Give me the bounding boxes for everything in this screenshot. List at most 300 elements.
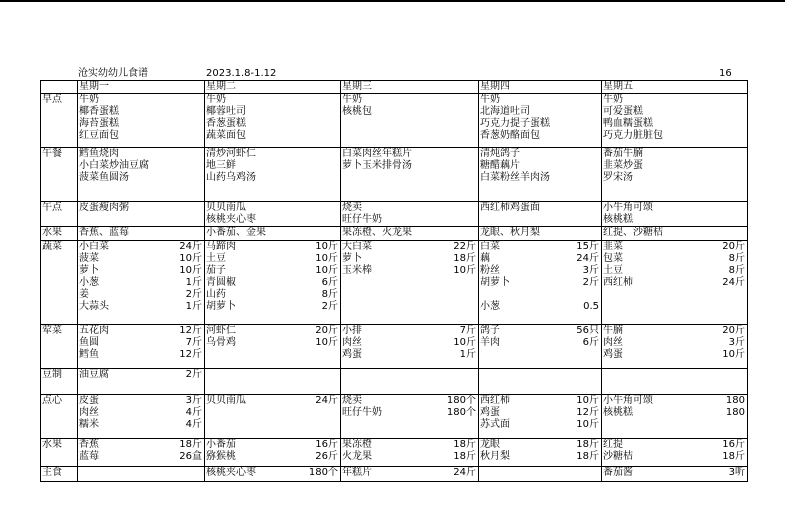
menu-item <box>342 214 478 226</box>
menu-item <box>206 214 340 226</box>
item-name: 核桃包 <box>342 106 372 117</box>
item-quantity <box>202 130 204 142</box>
item-quantity <box>745 94 747 106</box>
item-name: 牛奶 <box>206 94 226 105</box>
menu-item <box>603 214 747 226</box>
menu-item <box>206 451 340 463</box>
item-name: 包菜 <box>603 253 623 264</box>
menu-item <box>342 439 478 451</box>
menu-cell <box>479 369 602 395</box>
menu-item <box>603 148 747 160</box>
item-quantity: 2斤 <box>185 289 202 300</box>
menu-item <box>480 395 601 407</box>
table-row <box>41 241 748 325</box>
item-name: 西红柿 <box>480 395 510 406</box>
menu-cell <box>479 325 602 369</box>
menu-item <box>603 407 747 419</box>
item-quantity: 18斤 <box>576 439 599 450</box>
menu-item <box>206 289 340 301</box>
row-label: 午餐 <box>41 148 78 202</box>
item-quantity: 24斤 <box>315 395 338 406</box>
menu-item <box>480 253 601 265</box>
item-name: 萝卜 <box>79 265 99 276</box>
day-header-row <box>41 81 748 94</box>
item-name: 红豆面包 <box>79 130 119 141</box>
item-name: 小牛角可颂 <box>603 395 653 406</box>
menu-item <box>206 325 340 337</box>
item-quantity <box>202 106 204 118</box>
menu-cell <box>205 94 341 148</box>
item-quantity: 12斤 <box>179 325 202 336</box>
item-name: 胡萝卜 <box>480 277 510 288</box>
item-quantity: 10斤 <box>315 337 338 348</box>
menu-item <box>342 467 478 479</box>
weekly-menu-table <box>40 80 748 482</box>
menu-item <box>342 148 478 160</box>
menu-item <box>79 106 204 118</box>
item-name: 小番茄、金果 <box>206 227 266 238</box>
menu-item <box>342 451 478 463</box>
item-quantity: 7斤 <box>185 337 202 348</box>
item-name: 苏式面 <box>480 419 510 430</box>
item-name: 核桃夹心枣 <box>206 467 256 478</box>
menu-item <box>603 94 747 106</box>
item-quantity <box>599 227 601 239</box>
item-name: 果冻橙、火龙果 <box>342 227 412 238</box>
item-name: 烧卖 <box>342 395 362 406</box>
item-name: 龙眼、秋月梨 <box>480 227 540 238</box>
menu-item <box>79 202 204 214</box>
item-quantity <box>745 172 747 184</box>
item-name: 油豆腐 <box>79 369 109 380</box>
top-border-line <box>0 0 785 2</box>
menu-item <box>480 301 601 313</box>
item-name: 牛奶 <box>79 94 99 105</box>
item-quantity: 26斤 <box>315 451 338 462</box>
item-quantity: 180 <box>725 395 745 406</box>
menu-item <box>206 265 340 277</box>
page-number: 16 <box>719 68 732 79</box>
item-quantity <box>202 172 204 184</box>
menu-item <box>342 253 478 265</box>
item-quantity <box>745 214 747 226</box>
menu-cell <box>602 325 748 369</box>
row-label: 主食 <box>41 467 78 482</box>
menu-cell <box>479 202 602 227</box>
menu-cell <box>479 467 602 482</box>
item-name: 白菜粉丝羊肉汤 <box>480 172 550 183</box>
item-name: 香葱蛋糕 <box>206 118 246 129</box>
table-row <box>41 94 748 148</box>
menu-cell <box>205 395 341 439</box>
item-quantity <box>599 94 601 106</box>
item-name: 鱼圆 <box>79 337 99 348</box>
menu-cell <box>479 94 602 148</box>
menu-item <box>603 265 747 277</box>
menu-item <box>79 369 204 381</box>
item-name: 核桃糕 <box>603 214 633 225</box>
item-quantity <box>599 148 601 160</box>
menu-item <box>79 301 204 313</box>
item-quantity: 10斤 <box>315 241 338 252</box>
item-quantity: 10斤 <box>179 253 202 264</box>
item-name: 贝贝南瓜 <box>206 395 246 406</box>
item-quantity <box>338 160 340 172</box>
item-quantity <box>476 160 478 172</box>
table-row <box>41 439 748 467</box>
menu-item <box>206 94 340 106</box>
item-name: 肉丝 <box>603 337 623 348</box>
item-name: 秋月梨 <box>480 451 510 462</box>
item-quantity: 16斤 <box>722 439 745 450</box>
menu-item <box>603 106 747 118</box>
item-name: 蔬菜面包 <box>206 130 246 141</box>
item-quantity: 6斤 <box>582 337 599 348</box>
menu-cell <box>602 94 748 148</box>
item-quantity <box>745 227 747 239</box>
menu-cell <box>602 202 748 227</box>
menu-item <box>603 130 747 142</box>
item-quantity: 180个 <box>446 395 476 406</box>
item-name: 旺仔牛奶 <box>342 407 382 418</box>
menu-cell <box>78 439 205 467</box>
menu-cell <box>602 227 748 241</box>
row-label: 点心 <box>41 395 78 439</box>
menu-item <box>206 172 340 184</box>
menu-cell <box>78 369 205 395</box>
item-quantity: 24斤 <box>722 277 745 288</box>
item-quantity: 8斤 <box>321 289 338 300</box>
row-label: 蔬菜 <box>41 241 78 325</box>
menu-cell <box>479 148 602 202</box>
item-name: 糯米 <box>79 419 99 430</box>
item-name: 藕 <box>480 253 490 264</box>
item-name: 清炒河虾仁 <box>206 148 256 159</box>
item-quantity: 18斤 <box>576 451 599 462</box>
item-name: 姜 <box>79 289 89 300</box>
item-name: 核桃夹心枣 <box>206 214 256 225</box>
item-name: 玉米棒 <box>342 265 372 276</box>
item-quantity: 56只 <box>576 325 599 336</box>
menu-item <box>603 439 747 451</box>
item-quantity <box>745 106 747 118</box>
menu-item <box>480 172 601 184</box>
item-name: 烧卖 <box>342 202 362 213</box>
menu-item <box>206 467 340 479</box>
item-quantity <box>202 118 204 130</box>
item-name: 鸡蛋 <box>480 407 500 418</box>
item-quantity: 26盒 <box>179 451 202 462</box>
item-name: 巧克力脏脏包 <box>603 130 663 141</box>
table-row <box>41 325 748 369</box>
menu-item <box>603 467 747 479</box>
menu-item <box>480 289 601 301</box>
menu-item <box>206 160 340 172</box>
menu-item <box>342 241 478 253</box>
menu-item <box>342 202 478 214</box>
menu-item <box>342 106 478 118</box>
item-name: 白菜 <box>480 241 500 252</box>
menu-cell <box>341 241 479 325</box>
item-quantity <box>745 202 747 214</box>
item-name: 贝贝南瓜 <box>206 202 246 213</box>
item-name: 罗宋汤 <box>603 172 633 183</box>
item-name: 小白菜炒油豆腐 <box>79 160 149 171</box>
item-name: 韭菜 <box>603 241 623 252</box>
item-quantity: 24斤 <box>576 253 599 264</box>
item-quantity: 3斤 <box>582 265 599 276</box>
menu-item <box>480 407 601 419</box>
item-quantity <box>338 202 340 214</box>
item-name: 龙眼 <box>480 439 500 450</box>
menu-cell <box>205 227 341 241</box>
item-name: 猕猴桃 <box>206 451 236 462</box>
menu-item <box>480 94 601 106</box>
menu-item <box>206 253 340 265</box>
menu-item <box>480 227 601 239</box>
day-header: 星期三 <box>341 81 479 94</box>
item-name <box>480 289 599 301</box>
table-row <box>41 369 748 395</box>
item-name: 皮蛋瘦肉粥 <box>79 202 129 213</box>
menu-item <box>603 202 747 214</box>
item-quantity: 4斤 <box>185 407 202 418</box>
item-name: 小排 <box>342 325 362 336</box>
menu-item <box>79 130 204 142</box>
item-name: 菠菜 <box>79 253 99 264</box>
menu-cell <box>205 148 341 202</box>
item-name: 地三鲜 <box>206 160 236 171</box>
item-quantity <box>202 227 204 239</box>
item-name: 马蹄肉 <box>206 241 236 252</box>
row-label: 水果 <box>41 227 78 241</box>
item-name: 山药乌鸡汤 <box>206 172 256 183</box>
menu-item <box>206 301 340 313</box>
item-name: 椰蓉吐司 <box>206 106 246 117</box>
menu-item <box>206 106 340 118</box>
menu-cell <box>341 148 479 202</box>
item-name: 肉丝 <box>342 337 362 348</box>
menu-cell <box>341 227 479 241</box>
menu-item <box>480 118 601 130</box>
item-quantity: 18斤 <box>453 439 476 450</box>
menu-item <box>603 451 747 463</box>
menu-item <box>603 277 747 289</box>
menu-item <box>480 202 601 214</box>
menu-cell <box>341 467 479 482</box>
item-name: 青圆椒 <box>206 277 236 288</box>
item-quantity <box>338 118 340 130</box>
menu-item <box>79 148 204 160</box>
item-quantity: 24斤 <box>453 467 476 478</box>
item-quantity: 20斤 <box>722 241 745 252</box>
table-row <box>41 395 748 439</box>
item-name: 清炖鸽子 <box>480 148 520 159</box>
menu-item <box>603 227 747 239</box>
item-name: 粉丝 <box>480 265 500 276</box>
item-name: 糖醋藕片 <box>480 160 520 171</box>
item-quantity: 0.5 <box>583 301 599 312</box>
item-quantity <box>745 118 747 130</box>
menu-item <box>603 253 747 265</box>
item-name: 巧克力提子蛋糕 <box>480 118 550 129</box>
menu-cell <box>78 227 205 241</box>
item-quantity: 10斤 <box>179 265 202 276</box>
menu-item <box>480 337 601 349</box>
item-name: 牛奶 <box>342 94 362 105</box>
item-quantity: 20斤 <box>315 325 338 336</box>
item-name: 椰香蛋糕 <box>79 106 119 117</box>
item-quantity <box>338 227 340 239</box>
item-name: 菠菜鱼圆汤 <box>79 172 129 183</box>
item-quantity <box>599 160 601 172</box>
item-name: 旺仔牛奶 <box>342 214 382 225</box>
item-quantity: 1斤 <box>185 277 202 288</box>
menu-item <box>342 94 478 106</box>
menu-item <box>206 241 340 253</box>
menu-item <box>206 148 340 160</box>
menu-item <box>480 130 601 142</box>
item-name: 肉丝 <box>79 407 99 418</box>
item-name: 土豆 <box>206 253 226 264</box>
menu-item <box>480 106 601 118</box>
item-quantity <box>599 118 601 130</box>
item-name: 河虾仁 <box>206 325 236 336</box>
menu-item <box>603 118 747 130</box>
menu-cell <box>205 467 341 482</box>
item-name: 年糕片 <box>342 467 372 478</box>
item-quantity <box>338 94 340 106</box>
menu-item <box>480 277 601 289</box>
row-label: 荤菜 <box>41 325 78 369</box>
menu-cell <box>341 395 479 439</box>
menu-item <box>206 202 340 214</box>
item-quantity: 4斤 <box>185 419 202 430</box>
item-name: 韭菜炒蛋 <box>603 160 643 171</box>
menu-item <box>603 172 747 184</box>
item-quantity <box>476 202 478 214</box>
item-name: 小白菜 <box>79 241 109 252</box>
menu-item <box>342 325 478 337</box>
item-name: 香蕉、蓝莓 <box>79 227 129 238</box>
menu-cell <box>205 241 341 325</box>
item-quantity <box>599 172 601 184</box>
menu-item <box>342 160 478 172</box>
menu-item <box>206 395 340 407</box>
item-name: 西红柿 <box>603 277 633 288</box>
item-quantity: 18斤 <box>453 253 476 264</box>
date-range: 2023.1.8-1.12 <box>206 68 277 79</box>
item-name: 沙糖桔 <box>603 451 633 462</box>
item-quantity: 18斤 <box>179 439 202 450</box>
item-quantity <box>745 148 747 160</box>
menu-cell <box>205 325 341 369</box>
item-name: 大蒜头 <box>79 301 109 312</box>
item-name: 鸡蛋 <box>603 349 623 360</box>
row-label: 午点 <box>41 202 78 227</box>
menu-item <box>603 337 747 349</box>
menu-item <box>206 337 340 349</box>
menu-cell <box>205 439 341 467</box>
item-quantity <box>599 202 601 214</box>
menu-item <box>480 451 601 463</box>
item-name: 牛腩 <box>603 325 623 336</box>
item-quantity: 10斤 <box>315 253 338 264</box>
day-header: 星期五 <box>602 81 748 94</box>
item-quantity: 10斤 <box>576 419 599 430</box>
item-name: 番茄酱 <box>603 467 633 478</box>
item-name: 可爱蛋糕 <box>603 106 643 117</box>
item-quantity: 3斤 <box>728 337 745 348</box>
menu-item <box>79 172 204 184</box>
item-name: 鳕鱼 <box>79 349 99 360</box>
item-quantity: 12斤 <box>576 407 599 418</box>
item-quantity: 10斤 <box>576 395 599 406</box>
menu-item <box>480 325 601 337</box>
item-quantity: 24斤 <box>179 241 202 252</box>
item-name: 茄子 <box>206 265 226 276</box>
item-quantity <box>202 148 204 160</box>
item-name: 鸡蛋 <box>342 349 362 360</box>
item-name: 大白菜 <box>342 241 372 252</box>
item-quantity: 8斤 <box>728 265 745 276</box>
menu-item <box>79 439 204 451</box>
menu-item <box>480 419 601 431</box>
item-quantity <box>599 106 601 118</box>
menu-item <box>79 289 204 301</box>
table-row <box>41 227 748 241</box>
menu-cell <box>78 325 205 369</box>
item-name: 香蕉 <box>79 439 99 450</box>
item-name: 红提、沙糖桔 <box>603 227 663 238</box>
item-quantity: 1斤 <box>185 301 202 312</box>
item-quantity <box>338 130 340 142</box>
item-quantity <box>202 160 204 172</box>
menu-item <box>603 325 747 337</box>
menu-cell <box>78 94 205 148</box>
item-quantity <box>599 289 601 301</box>
item-name: 小牛角可颂 <box>603 202 653 213</box>
menu-item <box>603 160 747 172</box>
menu-item <box>342 265 478 277</box>
menu-item <box>603 241 747 253</box>
item-name: 核桃糕 <box>603 407 633 418</box>
item-name: 土豆 <box>603 265 623 276</box>
menu-cell <box>341 94 479 148</box>
menu-item <box>79 94 204 106</box>
item-quantity: 180 <box>725 407 745 418</box>
menu-cell <box>602 148 748 202</box>
item-name: 西红柿鸡蛋面 <box>480 202 540 213</box>
item-quantity: 2斤 <box>582 277 599 288</box>
menu-item <box>79 253 204 265</box>
menu-cell <box>602 395 748 439</box>
item-quantity <box>338 148 340 160</box>
item-name: 果冻橙 <box>342 439 372 450</box>
item-name: 蓝莓 <box>79 451 99 462</box>
menu-cell <box>341 369 479 395</box>
item-quantity: 180个 <box>308 467 338 478</box>
item-name: 鸽子 <box>480 325 500 336</box>
menu-item <box>79 419 204 431</box>
item-quantity: 18斤 <box>722 451 745 462</box>
item-name: 萝卜玉米排骨汤 <box>342 160 412 171</box>
item-quantity <box>745 160 747 172</box>
menu-cell <box>602 241 748 325</box>
item-name: 鸭血糯蛋糕 <box>603 118 653 129</box>
day-header: 星期二 <box>205 81 341 94</box>
item-name: 萝卜 <box>342 253 362 264</box>
